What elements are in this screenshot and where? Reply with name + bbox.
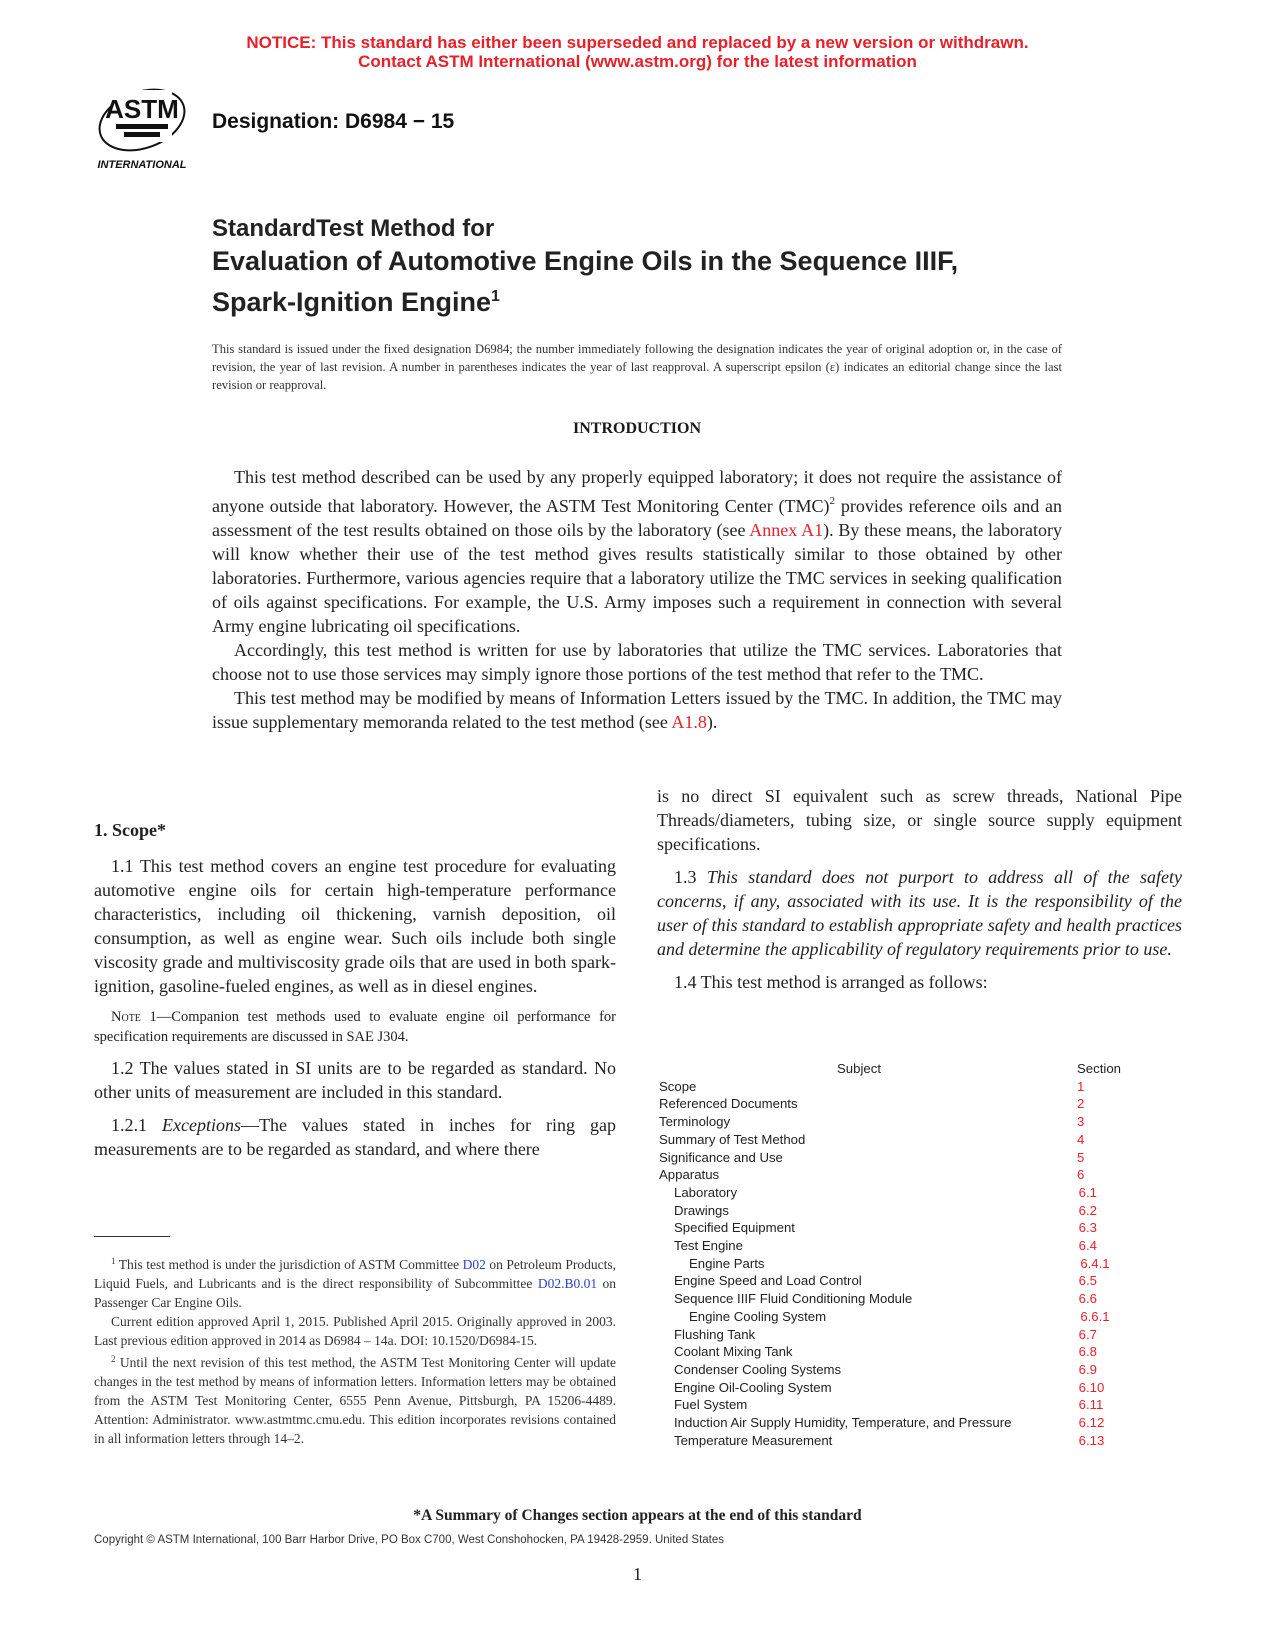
section-1-3: 1.3 This standard does not purport to address all of the safety concerns, if any, associated with its use. It is the responsibility of the user of this standard to establish appropriate safety and health practices and determine the applicability of regulatory requirements prior to use. [657,867,1183,959]
toc-section-link[interactable]: 6.10 [1078,1379,1105,1395]
table-row [659,1361,1129,1379]
section-header: Section [1077,1061,1121,1076]
issuance-statement: This standard is issued under the fixed designation D6984; the number immediately following the designation indicates the year of original adoption or, in the case of revision, the year of last revision. A number in parentheses indicates the year of last reapproval. A superscript epsilon (ε) indicates an editorial change since the last revision or reapproval. [212,342,1062,392]
summary-of-changes-note: *A Summary of Changes section appears at the end of this standard [413,1507,862,1524]
introduction-body [212,465,1062,734]
toc-section-link[interactable]: 6.4 [1078,1238,1097,1254]
toc-subject: Laboratory [674,1184,738,1200]
annex-a1-link[interactable]: Annex A1 [749,520,824,540]
toc-subject: Induction Air Supply Humidity, Temperature, and Pressure [674,1415,1012,1431]
toc-subject: Drawings [674,1202,729,1218]
toc-section-link[interactable]: 5 [1077,1149,1085,1165]
toc-rows [659,1078,1129,1450]
table-row [659,1131,1129,1149]
toc-subject: Scope [659,1078,697,1094]
title-line-1: StandardTest Method for [212,215,495,242]
logo-wordmark: ASTM [105,94,179,124]
toc-section-link[interactable]: 6.6 [1078,1291,1097,1307]
toc-subject: Condenser Cooling Systems [674,1361,842,1377]
toc-section-link[interactable]: 6.12 [1078,1415,1105,1431]
toc-section-link[interactable]: 6.7 [1078,1326,1097,1342]
introduction-heading: INTRODUCTION [572,420,701,437]
toc-section-link[interactable]: 6.6.1 [1080,1308,1110,1324]
title-footnote-ref[interactable]: 1 [491,288,500,305]
toc-section-link[interactable]: 6.2 [1078,1202,1097,1218]
notice-line-2: Contact ASTM International (www.astm.org) for the latest information [358,52,917,71]
designation: Designation: D6984 − 15 [212,110,455,133]
toc-subject: Flushing Tank [674,1326,756,1342]
table-row [659,1184,1129,1202]
footnote-1-edition: Current edition approved April 1, 2015. Published April 2015. Originally approved in 2003. Last previous edition approved in 2014 as D6984 – 14a. DOI: 10.1520/D6984-15. [94,1314,616,1348]
toc-section-link[interactable]: 2 [1077,1096,1085,1112]
notice-line-1: NOTICE: This standard has either been superseded and replaced by a new version or withdrawn. [246,33,1029,52]
toc-section-link[interactable]: 6 [1077,1167,1085,1183]
section-1-2: 1.2 The values stated in SI units are to be regarded as standard. No other units of measurement are included in this standard. [94,1058,616,1102]
footnote-2: $^2$ Until the next revision of this test method, the ASTM Test Monitoring Center will update changes in the test method by means of information letters. Information letters may be obtained from the ASTM Test Monitoring Center, 6555 Penn Avenue, Pittsburgh, PA 15206-4489. Attention: Administrator. www.astmtmc.cmu.edu. This edition incorporates revisions contained in all information letters through 14–2. [94,1354,616,1446]
toc-section-link[interactable]: 3 [1077,1114,1085,1130]
intro-paragraph-3: This test method may be modified by means of Information Letters issued by the TMC. In addition, the TMC may issue supplementary memoranda related to the test method (see A1.8). [212,688,1062,732]
toc-subject: Test Engine [674,1238,743,1254]
table-row [659,1290,1129,1308]
toc-subject: Temperature Measurement [674,1432,833,1448]
subcommittee-link[interactable]: D02.B0.01 [537,1276,598,1291]
toc-subject: Engine Speed and Load Control [674,1273,862,1289]
table-row [659,1255,1129,1273]
table-row [659,1202,1129,1220]
table-row [659,1272,1129,1290]
table-row [659,1095,1129,1113]
table-row [659,1166,1129,1184]
toc-section-link[interactable]: 6.3 [1078,1220,1097,1236]
left-column [94,818,616,1161]
table-row [659,1343,1129,1361]
toc-subject: Sequence IIIF Fluid Conditioning Module [674,1291,913,1307]
title-line-2: Evaluation of Automotive Engine Oils in the Sequence IIIF, [212,246,959,276]
subject-header: Subject [837,1061,881,1076]
footnote-divider [94,1236,170,1237]
section-1-4: 1.4 This test method is arranged as follows: [674,972,988,992]
intro-paragraph-2: Accordingly, this test method is written for use by laboratories that utilize the TMC services. Laboratories that choose not to use those services may simply ignore those portions of the test method that refer to the TMC. [212,640,1062,684]
table-row [659,1396,1129,1414]
section-1-2-1: 1.2.1 Exceptions—The values stated in inches for ring gap measurements are to be regarded as standard, and where there [94,1115,616,1159]
toc-subject: Referenced Documents [659,1096,798,1112]
a1-8-link[interactable]: A1.8 [671,712,707,732]
toc-section-link[interactable]: 6.9 [1078,1361,1097,1377]
toc-subject: Terminology [659,1114,731,1130]
right-column [657,784,1182,1003]
note-1: Note 1—Companion test methods used to evaluate engine oil performance for specification requirements are discussed in SAE J304. [94,1009,616,1045]
toc-subject: Engine Oil-Cooling System [674,1379,832,1395]
withdrawal-notice [0,33,1275,71]
toc-subject: Engine Cooling System [689,1308,827,1324]
intro-paragraph-1: This test method described can be used by any properly equipped laboratory; it does not require the assistance of anyone outside that laboratory. However, the ASTM Test Monitoring Center (TMC)$^2$ provides reference oils and an assessment of the test results obtained on those oils by the laboratory (see Annex A1). By these means, the laboratory will know whether their use of the test method gives results statistically similar to those obtained by other laboratories. Furthermore, various agencies require that a laboratory utilize the TMC services in seeking qualification of oils against specifications. For example, the U.S. Army imposes such a requirement in connection with several Army engine lubricating oil specifications. [212,467,1062,636]
table-header [659,1060,1129,1078]
toc-subject: Specified Equipment [674,1220,795,1236]
astm-logo [90,82,194,174]
footnote-ref-2[interactable]: 2 [829,495,836,507]
section-1-2-1-continued: is no direct SI equivalent such as screw threads, National Pipe Threads/diameters, tubing size, or single source supply equipment specifications. [657,786,1182,854]
toc-subject: Apparatus [659,1167,720,1183]
toc-subject: Summary of Test Method [659,1131,806,1147]
committee-d02-link[interactable]: D02 [462,1257,486,1272]
toc-section-link[interactable]: 1 [1077,1078,1085,1094]
table-row [659,1113,1129,1131]
toc-section-link[interactable]: 6.8 [1078,1344,1097,1360]
table-row [659,1432,1129,1450]
section-1-1: 1.1 This test method covers an engine test procedure for evaluating automotive engine oils for certain high-temperature performance characteristics, including oil thickening, varnish deposition, oil consumption, as well as engine wear. Such oils include both single viscosity grade and multiviscosity grade oils that are used in both spark-ignition, gasoline-fueled engines, as well as in diesel engines. [94,856,616,996]
copyright-line: Copyright © ASTM International, 100 Barr Harbor Drive, PO Box C700, West Conshohocken, PA 19428-2959. United States [94,1534,725,1546]
footnotes [94,1252,616,1448]
table-row [659,1326,1129,1344]
table-row [659,1237,1129,1255]
table-row [659,1414,1129,1432]
toc-subject: Significance and Use [659,1149,783,1165]
toc-subject: Engine Parts [689,1255,765,1271]
toc-section-link[interactable]: 6.4.1 [1080,1255,1110,1271]
toc-section-link[interactable]: 6.5 [1078,1273,1097,1289]
astm-logo-icon [90,82,194,174]
toc-section-link[interactable]: 6.13 [1078,1432,1105,1448]
toc-subject: Coolant Mixing Tank [674,1344,793,1360]
table-row [659,1219,1129,1237]
toc-section-link[interactable]: 6.1 [1078,1184,1097,1200]
toc-section-link[interactable]: 6.11 [1078,1397,1104,1413]
table-row [659,1308,1129,1326]
scope-heading: 1. Scope* [94,820,166,840]
title-line-3: Spark-Ignition Engine$^1$ [212,287,500,317]
page-number: 1 [633,1564,642,1584]
table-row [659,1149,1129,1167]
toc-section-link[interactable]: 4 [1077,1131,1085,1147]
toc-subject: Fuel System [674,1397,748,1413]
document-title [212,214,1112,320]
footnote-1: $^1$ This test method is under the jurisdiction of ASTM Committee D02 on Petroleum Products, Liquid Fuels, and Lubricants and is the direct responsibility of Subcommittee D02.B0.01 on Passenger Car Engine Oils. [94,1256,617,1310]
table-row [659,1078,1129,1096]
contents-table [659,1060,1129,1449]
logo-subtitle: INTERNATIONAL [97,159,187,171]
table-row [659,1379,1129,1397]
